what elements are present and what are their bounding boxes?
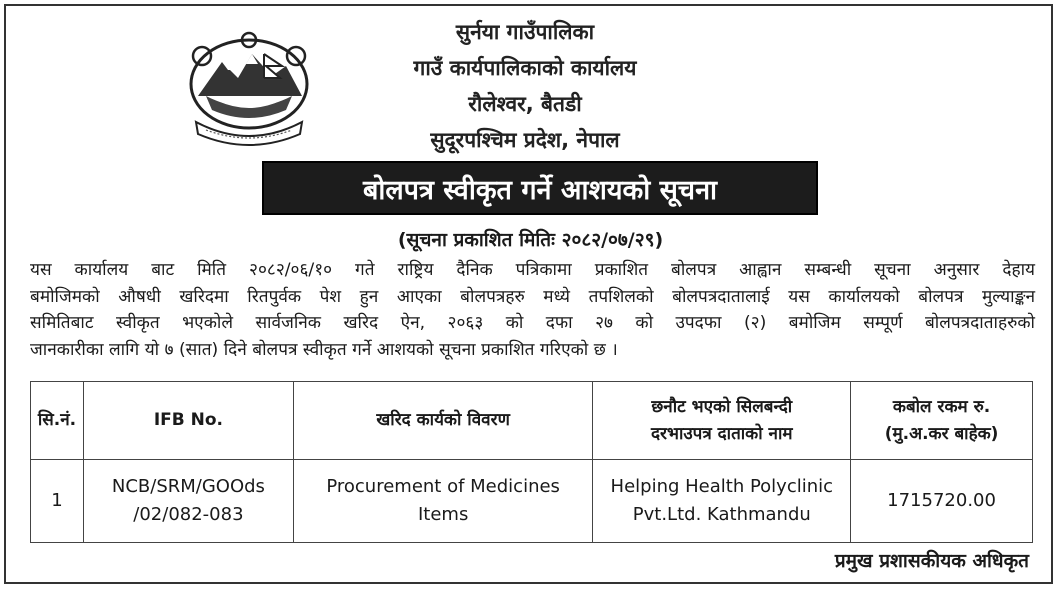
- body-line: यस कार्यालय बाट मिति २०८२/०६/१० गते राष्ट्रिय दैनिक पत्रिकामा प्रकाशित बोलपत्र आह्वान सम्बन्धी सूचना अनुसार देहाय: [30, 260, 1035, 280]
- header-bidder: [593, 382, 851, 460]
- body-line: बमोजिमको औषधी खरिदमा रितपुर्वक पेश हुन आएका बोलपत्रहरु मध्ये तपशिलको बोलपत्रदातालाई यस कार्यालयको बोलपत्र मुल्याङ्कन: [30, 286, 1035, 307]
- table-header-row: [31, 382, 1033, 460]
- notice-body-paragraph: [30, 257, 1035, 363]
- header-bidder-line: छनौट भएको सिलबन्दी: [651, 396, 793, 417]
- cell-description: [293, 460, 593, 543]
- cell-ifb-line: /02/082-083: [133, 504, 244, 525]
- body-line: जानकारीका लागि यो ७ (सात) दिने बोलपत्र स्वीकृत गर्ने आशयको सूचना प्रकाशित गरिएको छ ।: [30, 339, 618, 360]
- cell-sn: 1: [31, 460, 84, 543]
- cell-amount: 1715720.00: [851, 460, 1033, 543]
- body-line: समितिबाट स्वीकृत भएकोले सार्वजनिक खरिद ऐन, २०६३ को दफा २७ को उपदफा (२) बमोजिम सम्पूर्ण बोलपत्रदाताहरुको: [30, 313, 1035, 333]
- cell-description-line: Items: [417, 504, 469, 525]
- header-bidder-line: दरभाउपत्र दाताको नाम: [651, 423, 793, 444]
- nepal-government-emblem-icon: [182, 26, 316, 150]
- header-amount-line: कबोल रकम रु.: [892, 396, 991, 417]
- cell-description-line: Procurement of Medicines: [326, 476, 560, 497]
- cell-ifb-line: NCB/SRM/GOOds: [111, 476, 265, 497]
- municipality-name: सुर्नया गाउँपालिका: [455, 20, 595, 44]
- cell-ifb: [83, 460, 293, 543]
- header-ifb: IFB No.: [83, 382, 293, 460]
- header-amount-line: (मु.अ.कर बाहेक): [884, 423, 999, 444]
- office-location: रौलेश्वर, बैतडी: [468, 92, 582, 116]
- header-description: खरिद कार्यको विवरण: [293, 382, 593, 460]
- office-name: गाउँ कार्यपालिकाको कार्यालय: [413, 56, 637, 80]
- bid-table: [30, 381, 1033, 543]
- header-sn: सि.नं.: [31, 382, 84, 460]
- table-row: [31, 460, 1033, 543]
- office-header: [340, 14, 710, 158]
- cell-bidder-line: Pvt.Ltd. Kathmandu: [632, 504, 811, 525]
- cell-bidder-line: Helping Health Polyclinic: [610, 476, 834, 497]
- province-name: सुदूरपश्चिम प्रदेश, नेपाल: [430, 128, 620, 152]
- header-amount: [851, 382, 1033, 460]
- notice-title-banner: बोलपत्र स्वीकृत गर्ने आशयको सूचना: [262, 161, 818, 215]
- publication-date: (सूचना प्रकाशित मितिः २०८२/०७/२९): [397, 229, 664, 251]
- cell-bidder: [593, 460, 851, 543]
- signatory-title: प्रमुख प्रशासकीयक अधिकृत: [834, 550, 1029, 572]
